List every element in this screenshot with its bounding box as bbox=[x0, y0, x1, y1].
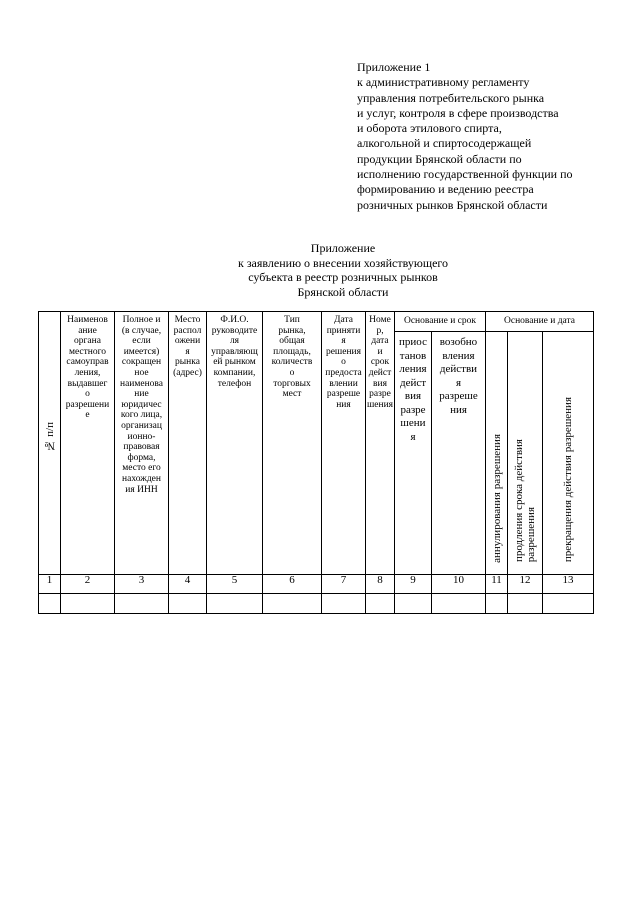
empty-cell[interactable] bbox=[322, 594, 366, 614]
appendix-header bbox=[357, 60, 637, 213]
header-manager: Ф.И.О. руководите ля управляющ ей рынком компании, телефон bbox=[207, 312, 263, 575]
header-permit-number: Номе р, дата и срок дейст вия разре шения bbox=[366, 312, 395, 575]
column-number: 8 bbox=[366, 575, 395, 594]
column-number: 6 bbox=[263, 575, 322, 594]
header-resumption: возобно вления действи я разреше ния bbox=[432, 332, 486, 575]
header-market-type: Тип рынка, общая площадь, количеств о торговых мест bbox=[263, 312, 322, 575]
header-group-reason-date: Основание и дата bbox=[486, 312, 594, 332]
column-number: 12 bbox=[508, 575, 543, 594]
form-title-line: Приложение bbox=[310, 241, 376, 255]
empty-cell[interactable] bbox=[263, 594, 322, 614]
form-title-line: Брянской области bbox=[297, 284, 389, 299]
appendix-line: и услуг, контроля в сфере производства bbox=[357, 105, 559, 120]
form-title-line: к заявлению о внесении хозяйствующего bbox=[237, 255, 449, 270]
header-extension: продления срока действияразрешения bbox=[508, 332, 543, 575]
header-number: № п/п bbox=[39, 312, 61, 575]
appendix-line: управления потребительского рынка bbox=[357, 90, 545, 105]
empty-cell[interactable] bbox=[207, 594, 263, 614]
appendix-line: и оборота этилового спирта, bbox=[357, 121, 502, 136]
header-decision-date: Дата приняти я решения о предоста влении разреше ния bbox=[322, 312, 366, 575]
column-number: 9 bbox=[395, 575, 432, 594]
column-number: 7 bbox=[322, 575, 366, 594]
appendix-line: продукции Брянской области по bbox=[357, 151, 522, 166]
registry-form-table bbox=[38, 311, 594, 614]
empty-cell[interactable] bbox=[39, 594, 61, 614]
column-number: 11 bbox=[486, 575, 508, 594]
appendix-line: алкогольной и спиртосодержащей bbox=[357, 136, 532, 151]
column-number: 2 bbox=[61, 575, 115, 594]
column-number: 4 bbox=[169, 575, 207, 594]
empty-cell[interactable] bbox=[366, 594, 395, 614]
empty-cell[interactable] bbox=[432, 594, 486, 614]
column-number: 3 bbox=[115, 575, 169, 594]
empty-cell[interactable] bbox=[486, 594, 508, 614]
form-title bbox=[200, 241, 486, 299]
header-group-reason-term: Основание и срок bbox=[395, 312, 486, 332]
header-suspension: приос танов ления дейст вия разре шени я bbox=[395, 332, 432, 575]
appendix-line: к административному регламенту bbox=[357, 75, 530, 90]
empty-entry-row bbox=[39, 594, 594, 614]
appendix-line: розничных рынков Брянской области bbox=[357, 197, 548, 212]
empty-cell[interactable] bbox=[395, 594, 432, 614]
empty-cell[interactable] bbox=[61, 594, 115, 614]
column-number: 13 bbox=[543, 575, 594, 594]
column-number: 5 bbox=[207, 575, 263, 594]
header-authority: Наименов ание органа местного самоуправ ления, выдавшег о разрешени е bbox=[61, 312, 115, 575]
empty-cell[interactable] bbox=[543, 594, 594, 614]
header-termination: прекращения действия разрешения bbox=[543, 332, 594, 575]
header-cancellation: аннулирования разрешения bbox=[486, 332, 508, 575]
column-number: 10 bbox=[432, 575, 486, 594]
header-location: Место распол ожени я рынка (адрес) bbox=[169, 312, 207, 575]
appendix-line: Приложение 1 bbox=[357, 60, 431, 74]
column-number-row bbox=[39, 575, 594, 594]
appendix-line: исполнению государственной функции по bbox=[357, 167, 573, 182]
form-title-line: субъекта в реестр розничных рынков bbox=[248, 270, 438, 285]
header-legal-entity: Полное и (в случае, если имеется) сокращен ное наименова ние юридичес кого лица, организац ионно- правовая форма, место его нахожден ия ИНН bbox=[115, 312, 169, 575]
empty-cell[interactable] bbox=[508, 594, 543, 614]
empty-cell[interactable] bbox=[115, 594, 169, 614]
appendix-line: формированию и ведению реестра bbox=[357, 182, 534, 197]
empty-cell[interactable] bbox=[169, 594, 207, 614]
column-number: 1 bbox=[39, 575, 61, 594]
